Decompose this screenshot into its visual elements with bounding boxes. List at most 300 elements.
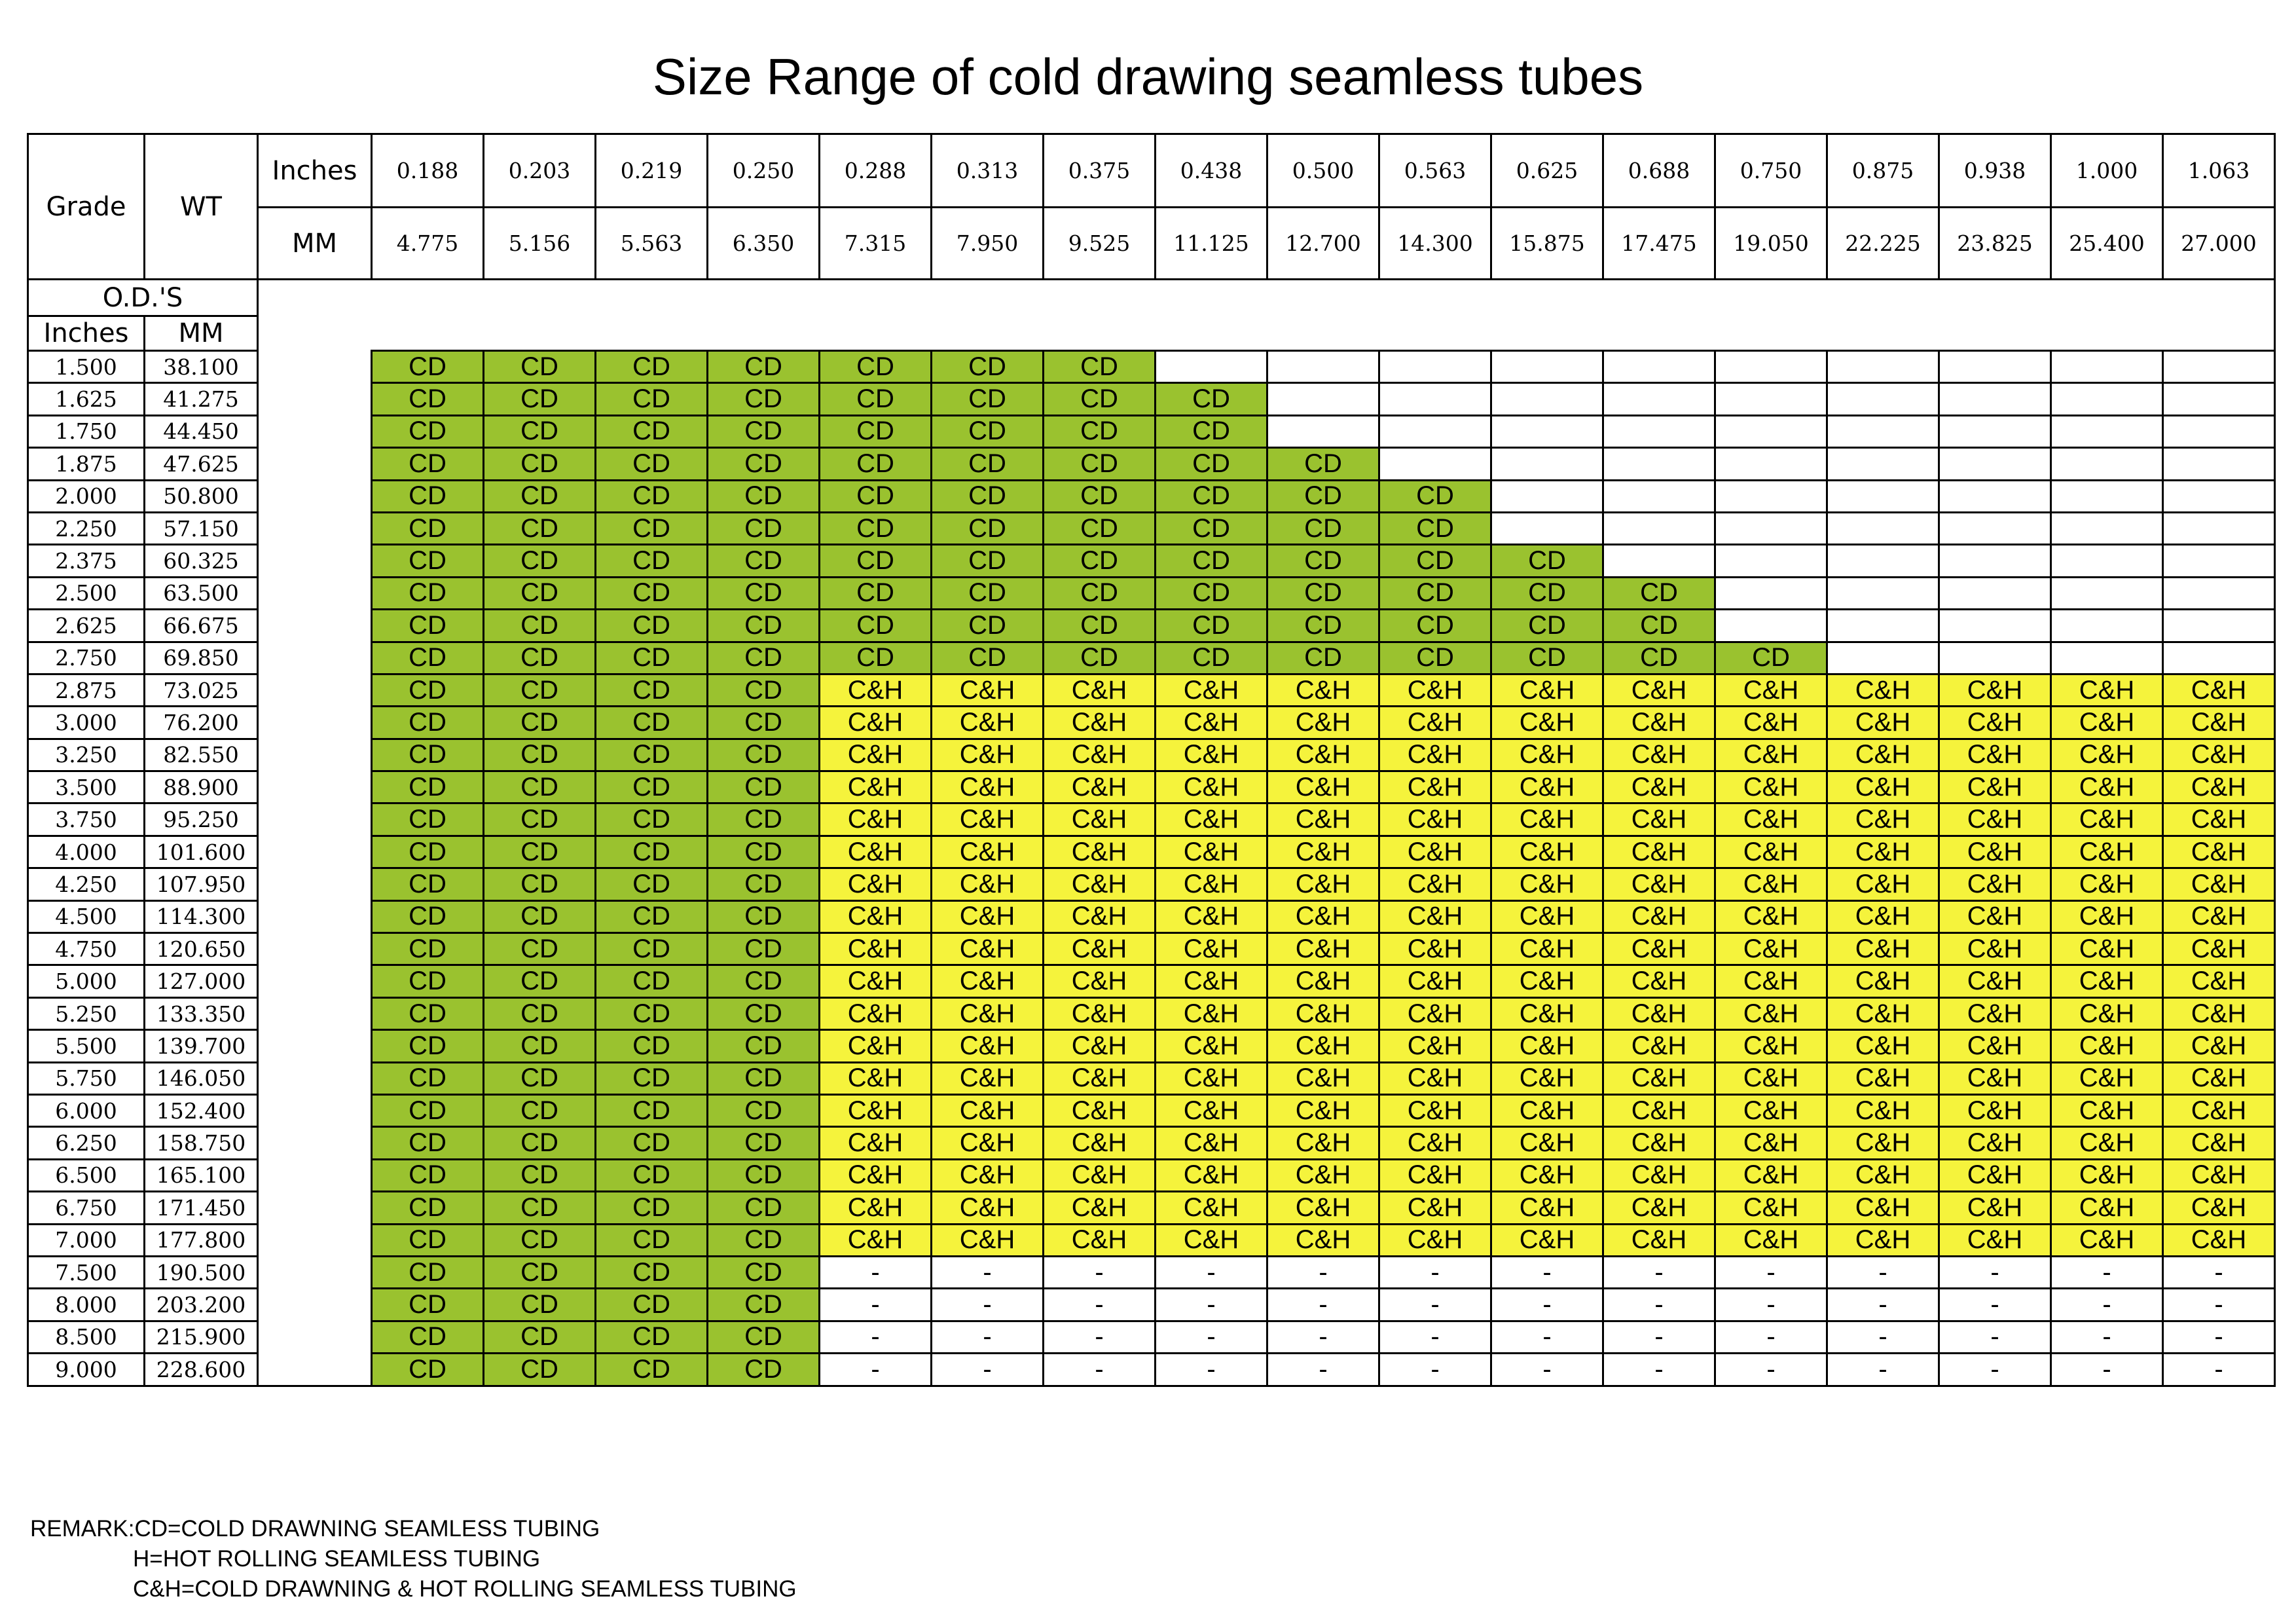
availability-cell: C&H	[2163, 868, 2275, 900]
availability-cell	[2163, 383, 2275, 415]
availability-cell	[1491, 383, 1603, 415]
availability-cell	[1827, 415, 1939, 447]
availability-cell: CD	[372, 739, 484, 771]
wt-mm-value: 15.875	[1491, 208, 1603, 280]
availability-cell: C&H	[1491, 707, 1603, 739]
availability-cell	[2051, 383, 2163, 415]
availability-cell: -	[820, 1256, 932, 1288]
availability-cell: CD	[820, 351, 932, 383]
availability-cell: C&H	[2163, 1062, 2275, 1094]
availability-cell: CD	[596, 739, 708, 771]
availability-cell	[1827, 545, 1939, 577]
availability-cell: CD	[1267, 480, 1379, 512]
availability-cell: C&H	[1603, 1192, 1715, 1224]
availability-cell: C&H	[1379, 965, 1491, 997]
availability-cell	[1267, 351, 1379, 383]
availability-cell	[1939, 383, 2051, 415]
availability-cell: CD	[1156, 448, 1267, 480]
availability-cell: C&H	[2163, 933, 2275, 965]
availability-cell: CD	[708, 351, 820, 383]
grade-blank-cell	[258, 545, 372, 577]
availability-cell: C&H	[2051, 674, 2163, 706]
availability-cell	[1603, 512, 1715, 544]
availability-cell: C&H	[1939, 1062, 2051, 1094]
availability-cell: CD	[372, 1094, 484, 1126]
wt-header: WT	[145, 134, 258, 280]
grade-blank-cell	[258, 1354, 372, 1386]
availability-cell: CD	[484, 771, 596, 803]
availability-cell: C&H	[1939, 1030, 2051, 1062]
availability-cell: -	[820, 1354, 932, 1386]
availability-cell: C&H	[932, 868, 1044, 900]
availability-cell: -	[932, 1256, 1044, 1288]
availability-cell: CD	[820, 480, 932, 512]
od-inches-value: 4.750	[28, 933, 145, 965]
availability-cell: CD	[1156, 545, 1267, 577]
availability-cell	[2051, 512, 2163, 544]
availability-cell: C&H	[2051, 1159, 2163, 1191]
table-row	[28, 868, 2275, 900]
availability-cell: CD	[372, 1127, 484, 1159]
availability-cell: C&H	[1156, 997, 1267, 1029]
od-mm-value: 50.800	[145, 480, 258, 512]
availability-cell	[1827, 610, 1939, 642]
availability-cell: C&H	[1267, 1062, 1379, 1094]
availability-cell: C&H	[1939, 771, 2051, 803]
availability-cell: CD	[596, 1094, 708, 1126]
availability-cell: C&H	[2051, 836, 2163, 868]
availability-cell: C&H	[2051, 771, 2163, 803]
availability-cell: C&H	[2051, 965, 2163, 997]
availability-cell: C&H	[1715, 674, 1827, 706]
od-inches-value: 2.875	[28, 674, 145, 706]
availability-cell: CD	[1156, 383, 1267, 415]
availability-cell: CD	[484, 933, 596, 965]
availability-cell: -	[1156, 1321, 1267, 1353]
grade-blank-cell	[258, 933, 372, 965]
availability-cell: CD	[596, 868, 708, 900]
availability-cell: C&H	[1267, 933, 1379, 965]
od-mm-value: 190.500	[145, 1256, 258, 1288]
availability-cell: C&H	[820, 707, 932, 739]
grade-blank-cell	[258, 803, 372, 836]
availability-cell: -	[1267, 1354, 1379, 1386]
availability-cell: C&H	[1715, 965, 1827, 997]
availability-cell	[1379, 448, 1491, 480]
availability-cell: C&H	[1827, 1192, 1939, 1224]
od-inches-value: 5.000	[28, 965, 145, 997]
availability-cell: CD	[372, 1354, 484, 1386]
availability-cell: C&H	[2163, 707, 2275, 739]
availability-cell: CD	[1267, 448, 1379, 480]
availability-cell: -	[932, 1289, 1044, 1321]
availability-cell: CD	[596, 383, 708, 415]
od-mm-value: 41.275	[145, 383, 258, 415]
availability-cell: CD	[708, 933, 820, 965]
remark-line-ch: C&H=COLD DRAWNING & HOT ROLLING SEAMLESS TUBING	[133, 1576, 797, 1602]
grade-blank-cell	[258, 480, 372, 512]
od-inches-value: 2.500	[28, 577, 145, 609]
availability-cell: C&H	[2163, 1192, 2275, 1224]
od-inches-value: 6.000	[28, 1094, 145, 1126]
availability-cell: CD	[1267, 512, 1379, 544]
availability-cell: C&H	[2163, 1127, 2275, 1159]
availability-cell: CD	[484, 803, 596, 836]
wt-mm-value: 4.775	[372, 208, 484, 280]
od-mm-value: 127.000	[145, 965, 258, 997]
availability-cell: C&H	[1156, 965, 1267, 997]
availability-cell: CD	[484, 383, 596, 415]
availability-cell: CD	[932, 480, 1044, 512]
od-mm-value: 47.625	[145, 448, 258, 480]
availability-cell: -	[932, 1354, 1044, 1386]
availability-cell: C&H	[1044, 900, 1156, 932]
table-row	[28, 351, 2275, 383]
grade-blank-cell	[258, 707, 372, 739]
availability-cell: CD	[372, 997, 484, 1029]
availability-cell: CD	[932, 448, 1044, 480]
table-row	[28, 1289, 2275, 1321]
availability-cell: C&H	[1939, 965, 2051, 997]
od-mm-value: 120.650	[145, 933, 258, 965]
availability-cell: C&H	[1379, 836, 1491, 868]
od-mm-value: 73.025	[145, 674, 258, 706]
availability-cell: CD	[596, 610, 708, 642]
availability-cell: C&H	[1715, 933, 1827, 965]
table-row	[28, 545, 2275, 577]
availability-cell: CD	[932, 642, 1044, 674]
od-inches-value: 5.750	[28, 1062, 145, 1094]
availability-cell: C&H	[932, 836, 1044, 868]
availability-cell	[2163, 545, 2275, 577]
availability-cell: -	[1939, 1354, 2051, 1386]
availability-cell: C&H	[1939, 868, 2051, 900]
grade-blank-cell	[258, 836, 372, 868]
od-mm-value: 165.100	[145, 1159, 258, 1191]
availability-cell	[1603, 480, 1715, 512]
availability-cell: CD	[484, 415, 596, 447]
od-mm-value: 63.500	[145, 577, 258, 609]
availability-cell: CD	[596, 1289, 708, 1321]
availability-cell: -	[1156, 1289, 1267, 1321]
availability-cell: C&H	[1827, 771, 1939, 803]
availability-cell	[1715, 480, 1827, 512]
availability-cell: C&H	[1715, 1127, 1827, 1159]
availability-cell: CD	[372, 577, 484, 609]
availability-cell: CD	[1156, 415, 1267, 447]
availability-cell: C&H	[1827, 1030, 1939, 1062]
grade-blank-cell	[258, 1192, 372, 1224]
availability-cell	[1827, 512, 1939, 544]
od-inches-value: 4.000	[28, 836, 145, 868]
availability-cell: C&H	[1379, 707, 1491, 739]
availability-cell: -	[1939, 1256, 2051, 1288]
availability-cell: C&H	[820, 997, 932, 1029]
availability-cell: CD	[484, 997, 596, 1029]
availability-cell	[2163, 480, 2275, 512]
availability-cell: C&H	[1715, 707, 1827, 739]
availability-cell: CD	[484, 868, 596, 900]
availability-cell: C&H	[1379, 868, 1491, 900]
availability-cell	[1939, 448, 2051, 480]
availability-cell: CD	[708, 1030, 820, 1062]
availability-cell: CD	[372, 351, 484, 383]
wt-inches-value: 0.625	[1491, 134, 1603, 208]
availability-cell: C&H	[1939, 1192, 2051, 1224]
availability-cell	[2051, 577, 2163, 609]
availability-cell: CD	[1044, 545, 1156, 577]
availability-cell: C&H	[820, 868, 932, 900]
wt-mm-value: 17.475	[1603, 208, 1715, 280]
availability-cell	[1939, 351, 2051, 383]
availability-cell: CD	[708, 1192, 820, 1224]
availability-cell: C&H	[2051, 1192, 2163, 1224]
availability-cell: C&H	[2051, 707, 2163, 739]
blank-band-lower	[258, 316, 2275, 351]
availability-cell	[1491, 512, 1603, 544]
wt-mm-value: 6.350	[708, 208, 820, 280]
wt-mm-value: 14.300	[1379, 208, 1491, 280]
availability-cell: C&H	[1827, 900, 1939, 932]
od-inches-value: 3.000	[28, 707, 145, 739]
availability-cell: CD	[1603, 610, 1715, 642]
availability-cell: C&H	[1156, 1127, 1267, 1159]
availability-cell: C&H	[1603, 674, 1715, 706]
availability-cell: CD	[372, 1224, 484, 1256]
availability-cell: C&H	[1939, 1127, 2051, 1159]
availability-cell: C&H	[1156, 933, 1267, 965]
availability-cell: CD	[596, 448, 708, 480]
availability-cell: C&H	[2163, 803, 2275, 836]
availability-cell: -	[2051, 1289, 2163, 1321]
availability-cell: C&H	[1044, 1159, 1156, 1191]
availability-cell: C&H	[2163, 900, 2275, 932]
availability-cell: C&H	[1044, 1094, 1156, 1126]
availability-cell: C&H	[932, 1094, 1044, 1126]
wt-inches-value: 0.288	[820, 134, 932, 208]
availability-cell: CD	[372, 1030, 484, 1062]
availability-cell: C&H	[820, 1159, 932, 1191]
od-mm-value: 88.900	[145, 771, 258, 803]
availability-cell: -	[1267, 1256, 1379, 1288]
availability-cell: C&H	[820, 674, 932, 706]
availability-cell: CD	[1156, 642, 1267, 674]
availability-cell: C&H	[1603, 803, 1715, 836]
availability-cell: C&H	[1491, 803, 1603, 836]
table-row	[28, 577, 2275, 609]
od-inches-value: 4.250	[28, 868, 145, 900]
availability-cell: C&H	[1156, 836, 1267, 868]
availability-cell: C&H	[1044, 836, 1156, 868]
od-mm-value: 66.675	[145, 610, 258, 642]
availability-cell: C&H	[820, 739, 932, 771]
availability-cell: CD	[484, 1354, 596, 1386]
availability-cell: C&H	[1715, 1224, 1827, 1256]
availability-cell	[1715, 577, 1827, 609]
availability-cell: C&H	[1379, 997, 1491, 1029]
od-inches-value: 2.375	[28, 545, 145, 577]
availability-cell: -	[1267, 1289, 1379, 1321]
availability-cell: C&H	[1715, 1094, 1827, 1126]
availability-cell: C&H	[1603, 1030, 1715, 1062]
availability-cell: CD	[1044, 512, 1156, 544]
grade-blank-cell	[258, 448, 372, 480]
availability-cell: C&H	[1939, 900, 2051, 932]
od-inches-value: 6.500	[28, 1159, 145, 1191]
availability-cell: CD	[484, 836, 596, 868]
availability-cell: CD	[820, 642, 932, 674]
availability-cell: C&H	[1044, 1192, 1156, 1224]
availability-cell: CD	[372, 1321, 484, 1353]
availability-cell: -	[1044, 1289, 1156, 1321]
availability-cell: C&H	[1156, 803, 1267, 836]
table-row	[28, 610, 2275, 642]
availability-cell: CD	[708, 448, 820, 480]
header-row-mm	[28, 208, 2275, 280]
wt-inches-value: 0.750	[1715, 134, 1827, 208]
availability-cell: C&H	[820, 1062, 932, 1094]
availability-cell: CD	[372, 383, 484, 415]
availability-cell	[1939, 480, 2051, 512]
availability-cell: -	[1044, 1321, 1156, 1353]
availability-cell: CD	[596, 512, 708, 544]
availability-cell: C&H	[1379, 933, 1491, 965]
availability-cell: -	[1603, 1256, 1715, 1288]
availability-cell: CD	[1156, 577, 1267, 609]
availability-cell: C&H	[1827, 674, 1939, 706]
availability-cell: C&H	[820, 1094, 932, 1126]
availability-cell	[2051, 351, 2163, 383]
grade-blank-cell	[258, 1321, 372, 1353]
availability-cell: C&H	[1379, 771, 1491, 803]
od-inches-value: 1.625	[28, 383, 145, 415]
table-row	[28, 415, 2275, 447]
availability-cell: CD	[1044, 642, 1156, 674]
availability-cell: CD	[1491, 577, 1603, 609]
availability-cell: C&H	[1156, 771, 1267, 803]
availability-cell	[1491, 448, 1603, 480]
availability-cell	[1827, 383, 1939, 415]
wt-mm-value: 11.125	[1156, 208, 1267, 280]
availability-cell: C&H	[1044, 739, 1156, 771]
availability-cell: C&H	[932, 739, 1044, 771]
grade-blank-cell	[258, 739, 372, 771]
table-row	[28, 933, 2275, 965]
availability-cell: -	[1491, 1289, 1603, 1321]
availability-cell: C&H	[2163, 739, 2275, 771]
availability-cell	[1939, 415, 2051, 447]
availability-cell	[2163, 448, 2275, 480]
availability-cell: C&H	[820, 836, 932, 868]
availability-cell: C&H	[1267, 997, 1379, 1029]
availability-cell: C&H	[1827, 1159, 1939, 1191]
table-row	[28, 1224, 2275, 1256]
availability-cell: CD	[708, 1321, 820, 1353]
availability-cell: -	[1827, 1289, 1939, 1321]
availability-cell: CD	[708, 997, 820, 1029]
availability-cell: C&H	[932, 1030, 1044, 1062]
availability-cell: C&H	[820, 1127, 932, 1159]
availability-cell: C&H	[932, 1192, 1044, 1224]
od-inches-value: 1.750	[28, 415, 145, 447]
availability-cell: CD	[932, 415, 1044, 447]
od-mm-value: 158.750	[145, 1127, 258, 1159]
availability-cell: C&H	[1267, 771, 1379, 803]
table-row	[28, 803, 2275, 836]
od-mm-value: 57.150	[145, 512, 258, 544]
wt-inches-value: 0.219	[596, 134, 708, 208]
availability-cell: CD	[484, 512, 596, 544]
availability-cell	[1715, 383, 1827, 415]
availability-cell: C&H	[1267, 707, 1379, 739]
availability-cell: C&H	[820, 965, 932, 997]
availability-cell: C&H	[1267, 1127, 1379, 1159]
availability-cell: CD	[708, 1256, 820, 1288]
od-mm-value: 76.200	[145, 707, 258, 739]
availability-cell: CD	[932, 545, 1044, 577]
availability-cell: CD	[708, 771, 820, 803]
availability-cell: CD	[372, 610, 484, 642]
availability-cell: C&H	[1939, 803, 2051, 836]
availability-cell: C&H	[1939, 674, 2051, 706]
availability-cell	[2163, 512, 2275, 544]
availability-cell: CD	[484, 1094, 596, 1126]
availability-cell: CD	[484, 1030, 596, 1062]
availability-cell	[1827, 448, 1939, 480]
availability-cell: CD	[596, 674, 708, 706]
availability-cell: C&H	[1827, 868, 1939, 900]
availability-cell: C&H	[1267, 965, 1379, 997]
od-mm-value: 69.850	[145, 642, 258, 674]
availability-cell: CD	[1044, 415, 1156, 447]
availability-cell: C&H	[1267, 836, 1379, 868]
wt-mm-value: 5.156	[484, 208, 596, 280]
availability-cell: CD	[484, 642, 596, 674]
availability-cell: C&H	[2163, 1159, 2275, 1191]
availability-cell: C&H	[932, 803, 1044, 836]
remark-line-cd: REMARK:CD=COLD DRAWNING SEAMLESS TUBING	[30, 1516, 600, 1541]
availability-cell	[2163, 577, 2275, 609]
availability-cell	[1715, 610, 1827, 642]
availability-cell: C&H	[2051, 1127, 2163, 1159]
availability-cell: C&H	[1267, 1192, 1379, 1224]
availability-cell: CD	[708, 674, 820, 706]
availability-cell: C&H	[1044, 868, 1156, 900]
availability-cell: CD	[708, 707, 820, 739]
availability-cell: C&H	[1044, 771, 1156, 803]
table-row	[28, 480, 2275, 512]
availability-cell: C&H	[2163, 674, 2275, 706]
wt-mm-value: 22.225	[1827, 208, 1939, 280]
availability-cell: C&H	[1715, 900, 1827, 932]
availability-cell: C&H	[1827, 933, 1939, 965]
availability-cell: C&H	[1603, 1159, 1715, 1191]
availability-cell: CD	[596, 707, 708, 739]
availability-cell: C&H	[932, 997, 1044, 1029]
table-row	[28, 674, 2275, 706]
page-title: Size Range of cold drawing seamless tubes	[652, 48, 1644, 105]
availability-cell: C&H	[1715, 836, 1827, 868]
availability-cell: -	[2051, 1354, 2163, 1386]
availability-cell: C&H	[1379, 900, 1491, 932]
grade-blank-cell	[258, 965, 372, 997]
availability-cell: C&H	[1156, 1192, 1267, 1224]
availability-cell: -	[2163, 1354, 2275, 1386]
availability-cell: -	[1491, 1354, 1603, 1386]
availability-cell: C&H	[1715, 739, 1827, 771]
availability-cell: -	[1939, 1289, 2051, 1321]
availability-cell: CD	[372, 900, 484, 932]
